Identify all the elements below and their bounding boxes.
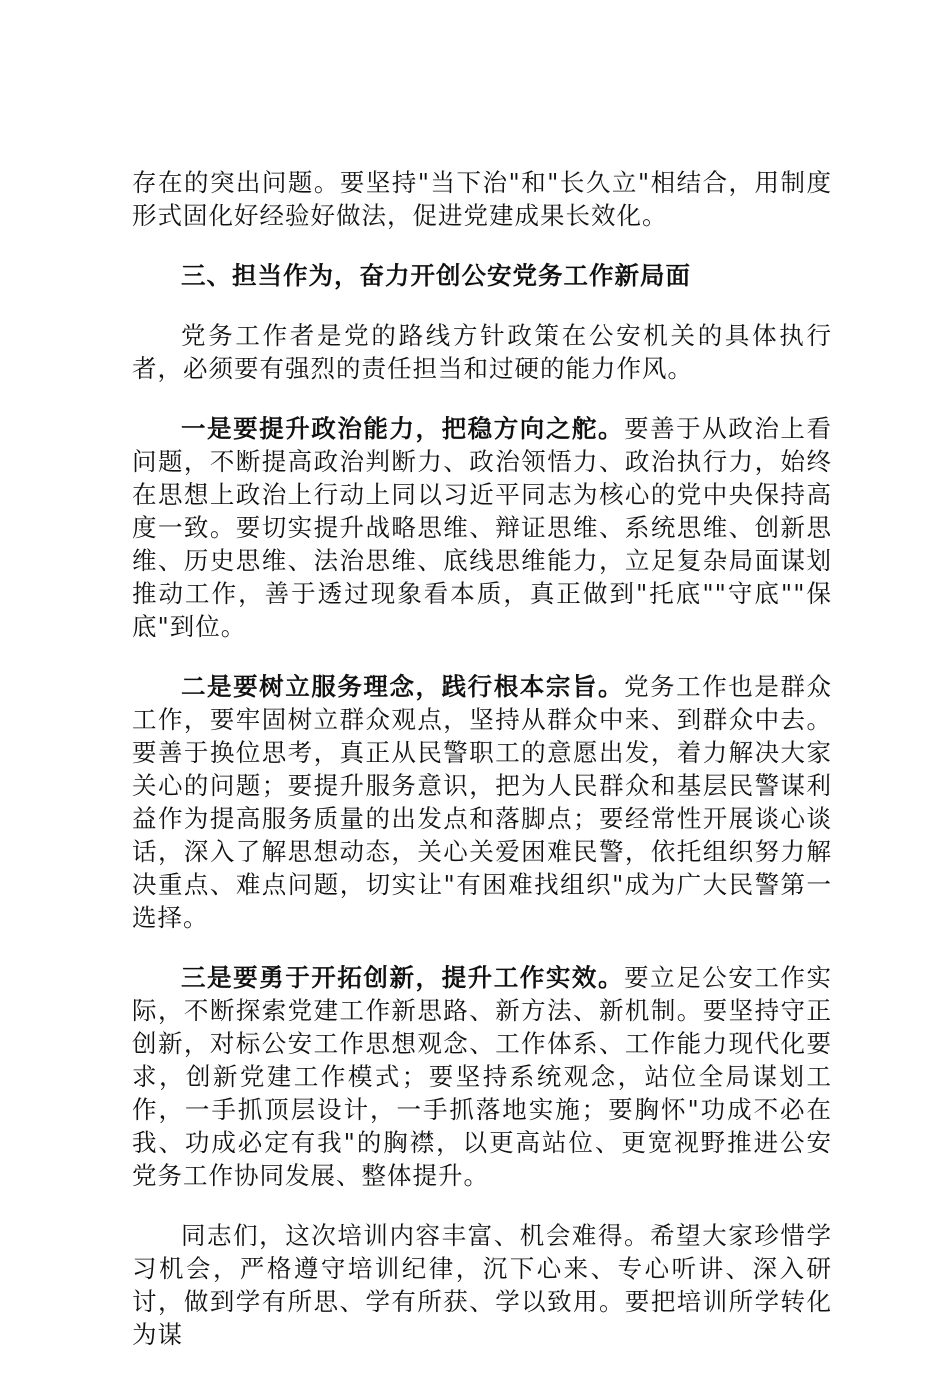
section-heading: 三、担当作为，奋力开创公安党务工作新局面 [181, 261, 691, 290]
paragraph-item-3 [132, 961, 832, 1192]
paragraph-closing: 同志们，这次培训内容丰富、机会难得。希望大家珍惜学习机会，严格遵守培训纪律，沉下心来、专心听讲、深入研讨，做到学有所思、学有所获、学以致用。要把培训所学转化为谋 [132, 1221, 832, 1349]
document-body [132, 166, 832, 1378]
item-1-body: 要善于从政治上看问题，不断提高政治判断力、政治领悟力、政治执行力，始终在思想上政治上行动上同以习近平同志为核心的党中央保持高度一致。要切实提升战略思维、辩证思维、系统思维、创新思维、历史思维、法治思维、底线思维能力，立足复杂局面谋划推动工作，善于透过现象看本质，真正做到"托底""守底""保底"到位。 [132, 414, 832, 641]
paragraph-item-1 [132, 412, 832, 643]
paragraph-item-2 [132, 670, 832, 934]
item-2-lead: 二是要树立服务理念，践行根本宗旨。 [181, 672, 625, 701]
paragraph-continuation: 存在的突出问题。要坚持"当下治"和"长久立"相结合，用制度形式固化好经验好做法，促进党建成果长效化。 [132, 168, 832, 230]
item-1-lead: 一是要提升政治能力，把稳方向之舵。 [181, 414, 625, 443]
item-3-lead: 三是要勇于开拓创新，提升工作实效。 [181, 963, 625, 992]
item-3-body: 要立足公安工作实际，不断探索党建工作新思路、新方法、新机制。要坚持守正创新，对标公安工作思想观念、工作体系、工作能力现代化要求，创新党建工作模式；要坚持系统观念，站位全局谋划工作，一手抓顶层设计，一手抓落地实施；要胸怀"功成不必在我、功成必定有我"的胸襟，以更高站位、更宽视野推进公安党务工作协同发展、整体提升。 [132, 963, 832, 1190]
item-2-body: 党务工作也是群众工作，要牢固树立群众观点，坚持从群众中来、到群众中去。要善于换位思考，真正从民警职工的意愿出发，着力解决大家关心的问题；要提升服务意识，把为人民群众和基层民警谋利益作为提高服务质量的出发点和落脚点；要经常性开展谈心谈话，深入了解思想动态，关心关爱困难民警，依托组织努力解决重点、难点问题，切实让"有困难找组织"成为广大民警第一选择。 [132, 672, 832, 932]
paragraph-intro: 党务工作者是党的路线方针政策在公安机关的具体执行者，必须要有强烈的责任担当和过硬的能力作风。 [132, 321, 832, 383]
